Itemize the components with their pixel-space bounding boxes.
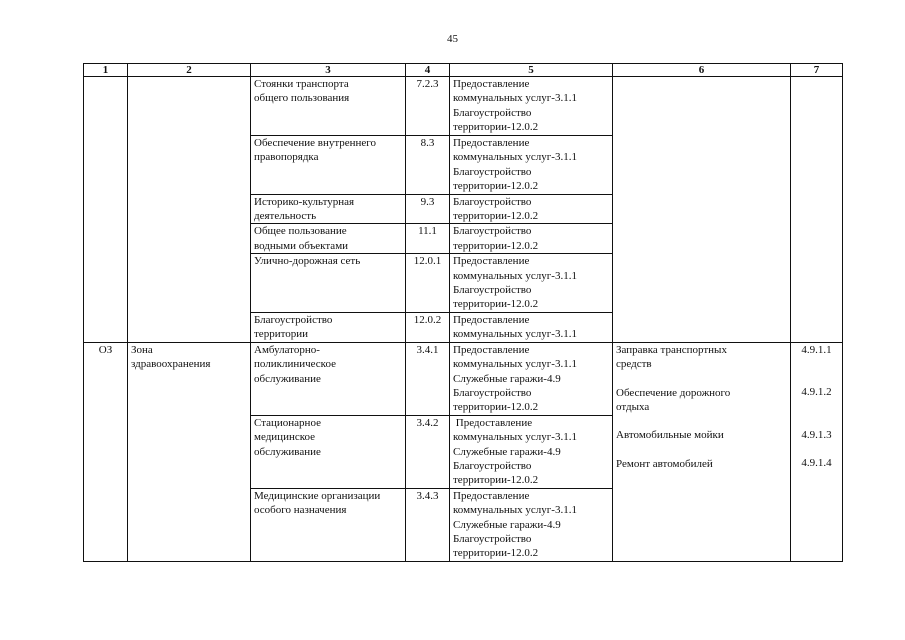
header-row [84, 64, 843, 77]
use-code-cell: 3.4.2 [406, 415, 450, 488]
use-code-cell: 8.3 [406, 136, 450, 195]
related-uses-cell: Предоставление коммунальных услуг-3.1.1 Служебные гаражи-4.9 Благоустройство территории-12.0.2 [450, 415, 613, 488]
related-uses-cell: Предоставление коммунальных услуг-3.1.1 [450, 312, 613, 342]
zone-name-cell: Зона здравоохранения [128, 342, 251, 561]
use-name-cell: Медицинские организации особого назначения [251, 488, 406, 561]
zone-name-cell-empty [128, 77, 251, 343]
zone-code-cell: ОЗ [84, 342, 128, 561]
use-name-cell: Амбулаторно- поликлиническое обслуживание [251, 342, 406, 415]
header-col-6: 6 [613, 64, 791, 77]
related-uses-cell: Предоставление коммунальных услуг-3.1.1 Служебные гаражи-4.9 Благоустройство территории-12.0.2 [450, 342, 613, 415]
related-uses-cell: Благоустройство территории-12.0.2 [450, 224, 613, 254]
use-name-cell: Обеспечение внутреннего правопорядка [251, 136, 406, 195]
table-row [84, 77, 843, 136]
conditional-use-name: Обеспечение дорожного [616, 386, 731, 399]
conditional-use-code: 4.9.1.1 [801, 343, 832, 356]
conditional-uses-cell [613, 342, 791, 561]
related-uses-cell: Предоставление коммунальных услуг-3.1.1 Благоустройство территории-12.0.2 [450, 254, 613, 313]
use-name-cell: Благоустройство территории [251, 312, 406, 342]
page-number: 45 [447, 33, 458, 45]
related-uses-cell: Предоставление коммунальных услуг-3.1.1 Служебные гаражи-4.9 Благоустройство территории-12.0.2 [450, 488, 613, 561]
conditional-use-code: 4.9.1.4 [801, 456, 832, 469]
conditional-uses-cell-empty [613, 77, 791, 343]
use-code-cell: 9.3 [406, 194, 450, 224]
header-col-2: 2 [128, 64, 251, 77]
table-row [84, 342, 843, 415]
use-code-cell: 7.2.3 [406, 77, 450, 136]
land-use-table [83, 63, 843, 562]
conditional-use-name: средств [616, 358, 652, 371]
header-col-5: 5 [450, 64, 613, 77]
zone-code-cell-empty [84, 77, 128, 343]
use-code-cell: 12.0.2 [406, 312, 450, 342]
use-name-cell: Стационарное медицинское обслуживание [251, 415, 406, 488]
related-uses-cell: Благоустройство территории-12.0.2 [450, 194, 613, 224]
header-col-7: 7 [791, 64, 843, 77]
conditional-use-code: 4.9.1.2 [801, 386, 832, 399]
related-uses-cell: Предоставление коммунальных услуг-3.1.1 Благоустройство территории-12.0.2 [450, 77, 613, 136]
use-code-cell: 12.0.1 [406, 254, 450, 313]
conditional-codes-cell [791, 342, 843, 561]
header-col-3: 3 [251, 64, 406, 77]
conditional-use-name: Заправка транспортных [616, 343, 727, 356]
use-code-cell: 11.1 [406, 224, 450, 254]
header-col-4: 4 [406, 64, 450, 77]
use-name-cell: Улично-дорожная сеть [251, 254, 406, 313]
conditional-use-name: Ремонт автомобилей [616, 457, 713, 470]
header-col-1: 1 [84, 64, 128, 77]
conditional-use-name: Автомобильные мойки [616, 429, 724, 442]
conditional-codes-cell-empty [791, 77, 843, 343]
use-code-cell: 3.4.1 [406, 342, 450, 415]
related-uses-cell: Предоставление коммунальных услуг-3.1.1 Благоустройство территории-12.0.2 [450, 136, 613, 195]
use-name-cell: Общее пользование водными объектами [251, 224, 406, 254]
use-code-cell: 3.4.3 [406, 488, 450, 561]
conditional-use-name: отдыха [616, 400, 650, 413]
use-name-cell: Историко-культурная деятельность [251, 194, 406, 224]
use-name-cell: Стоянки транспорта общего пользования [251, 77, 406, 136]
conditional-use-code: 4.9.1.3 [801, 428, 832, 441]
